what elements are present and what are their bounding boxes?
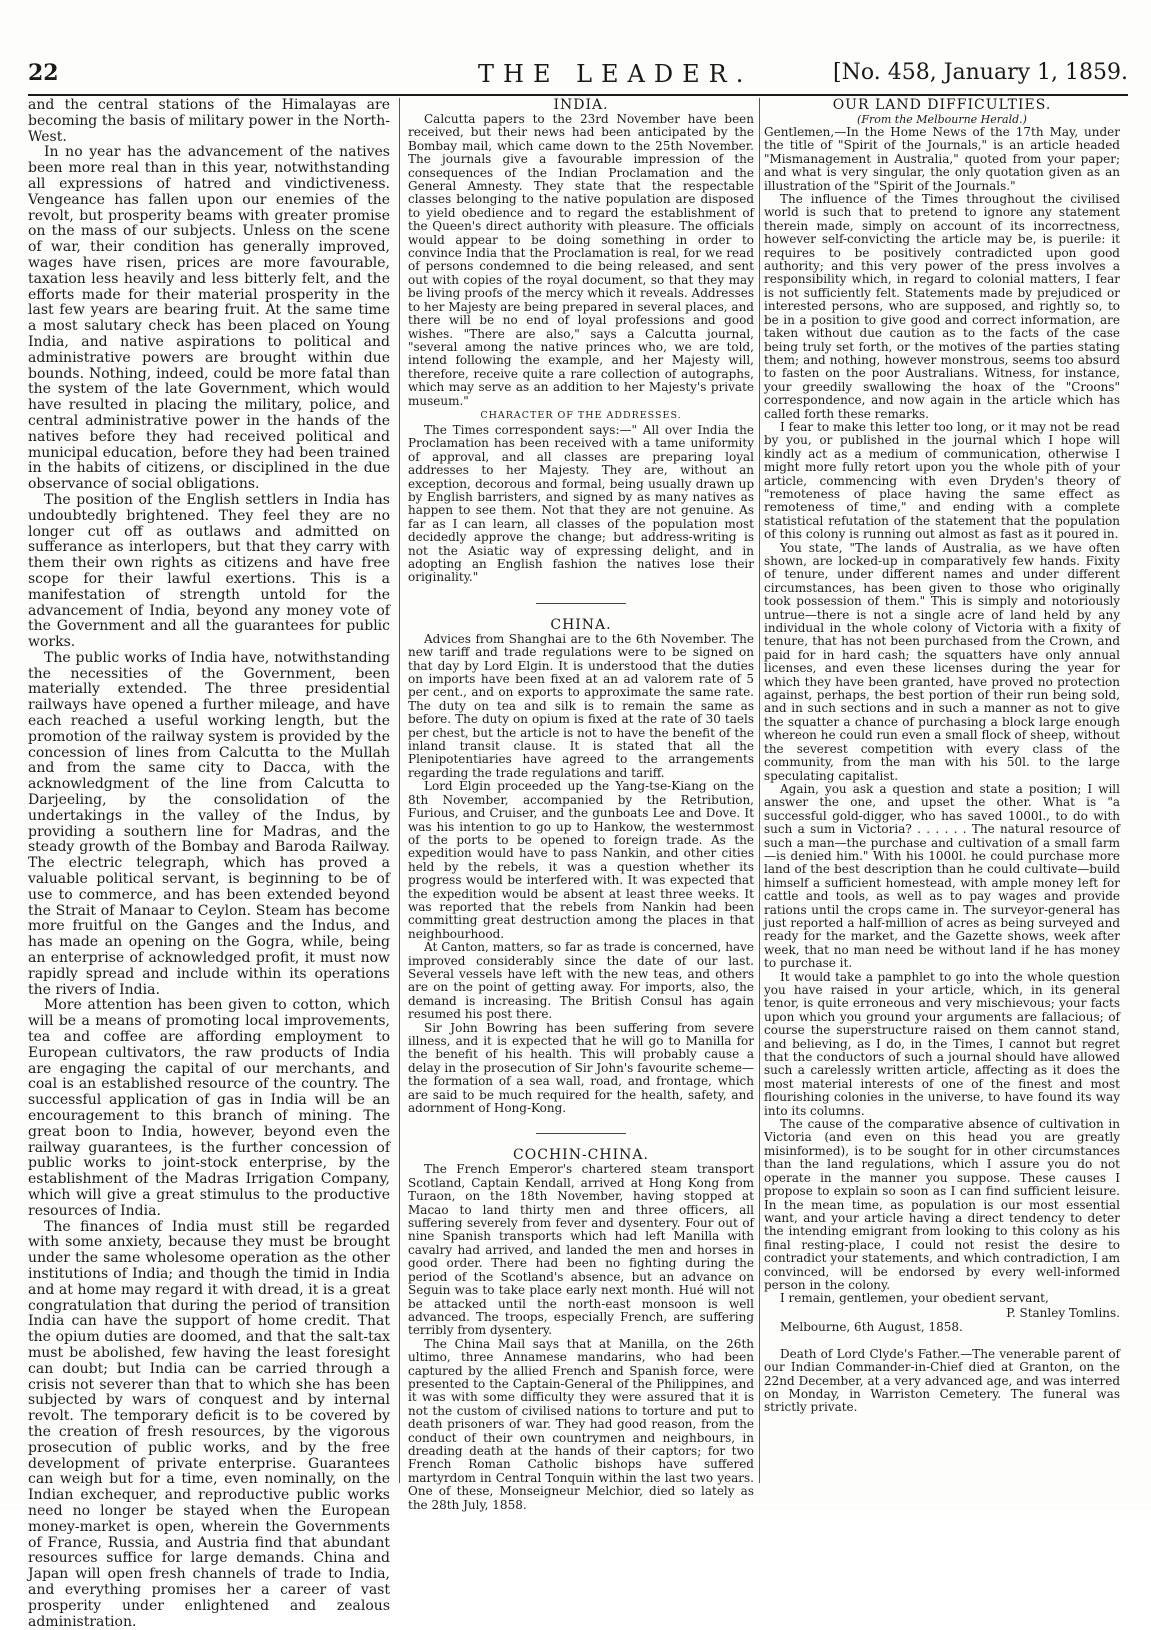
section-rule	[536, 603, 626, 604]
page-number: 22	[28, 60, 59, 86]
cochin-paragraph: The French Emperor's chartered steam transport Scotland, Captain Kendall, arrived at Hong Kong from Turaon, on the 18th November, having stopped at Macao to land thirty men and three officers, all suffering severely from fever and dysentery. Four out of nine Spanish transports which had left Manilla with cavalry had arrived, and landed the men and horses in good order. There had been no fighting during the period of the Scotland's absence, but an advance on Seguin was to take place early next month. Hué will not be attacked until the north-east monsoon is well advanced. The troops, especially French, are suffering terribly from dysentery.	[408, 1162, 754, 1338]
column-3	[764, 98, 1120, 1488]
china-heading: CHINA.	[550, 616, 612, 633]
letter-paragraph: The cause of the comparative absence of cultivation in Victoria (and even on this head you are greatly misinformed), is to be sought for in other circumstances than the land regulations, which I assure you do not operate in the manner you suppose. These causes I propose to explain so soon as I can find sufficient leisure. In the mean time, as population is our most essential want, and your article having a direct tendency to deter the intending emigrant from looking to this colony as his final resting-place, I could not resist the desire to contradict your statements, and which contradiction, I am convinced, will be endorsed by every well-informed person in the colony.	[764, 1117, 1120, 1292]
article-paragraph: In no year has the advancement of the natives been more real than in this year, notwithstanding all expressions of hatred and vindictiveness. Vengeance has fallen upon our enemies of the revolt, but prosperity beams with greater promise on the mass of our subjects. Unless on the scene of war, their condition has generally improved, wages have risen, prices are more favourable, taxation less heavily and less bitterly felt, and the efforts made for their material prosperity in the last few years are bearing fruit. At the same time a most salutary check has been placed on Young India, and native aspirations to political and administrative powers are brought within due bounds. Nothing, indeed, could be more fatal than the system of the late Government, which would have resulted in placing the military, police, and central administrative power in the hands of the natives before they had received political and municipal education, before they had been trained in the habits of citizens, or disciplined in the due observance of social obligations.	[28, 144, 390, 493]
masthead-rule	[28, 94, 1128, 96]
china-paragraph: Advices from Shanghai are to the 6th November. The new tariff and trade regulations were to be signed on that day by Lord Elgin. It is understood that the duties on imports have been fixed at an ad valorem rate of 5 per cent., and on exports to approximate the same rate. The duty on tea and silk is to remain the same as before. The duty on opium is fixed at the rate of 30 taels per chest, but the article is not to have the benefit of the inland transit clause. It is stated that all the Plenipotentiaries have agreed to the arrangements regarding the trade regulations and tariff.	[408, 631, 754, 780]
china-paragraph: Sir John Bowring has been suffering from severe illness, and it is expected that he will go to Manilla for the benefit of his health. This will probably cause a delay in the prosecution of Sir John's favourite scheme—the formation of a sea wall, road, and frontage, which are said to be much required for the health, safety, and adornment of Hong-Kong.	[408, 1020, 754, 1116]
cochin-paragraph: The China Mail says that at Manilla, on the 26th ultimo, three Annamese mandarins, who had been captured by the allied French and Spanish force, were presented to the Captain-General of the Philippines, and it was with some difficulty they were assured that it is not the custom of civilised nations to torture and put to death prisoners of war. They had good reason, from the conduct of their own countrymen and neighbours, in dreading death at the hands of their captors; for two French Roman Catholic bishops have suffered martyrdom in Central Tonquin within the last two years. One of these, Monseigneur Melchior, died so lately as the 28th July, 1858.	[408, 1336, 754, 1512]
letter-closing: I remain, gentlemen, your obedient servant,	[780, 1291, 1049, 1306]
letter-paragraph: Gentlemen,—In the Home News of the 17th May, under the title of "Spirit of the Journals," is an article headed "Mismanagement in Australia," quoted from your paper; and what is very singular, the only quotation given as an illustration of the "Spirit of the Journals."	[764, 125, 1120, 193]
column-1	[28, 97, 390, 1630]
masthead	[28, 60, 1128, 92]
india-heading: INDIA.	[553, 97, 609, 113]
issue-line: [No. 458, January 1, 1859.	[833, 60, 1128, 85]
article-paragraph: The position of the English settlers in India has undoubtedly brightened. They feel they are no longer cut off as outlaws and admitted on sufferance as interlopers, but that they carry with them their own rights as citizens and have free scope for their lawful exertions. This is a manifestation of strength untold for the advancement of India, beyond any money vote of the Government and all the guarantees for public works.	[28, 491, 390, 651]
column-2	[408, 97, 754, 1512]
article-paragraph: and the central stations of the Himalayas are becoming the basis of military power in the North-West.	[28, 97, 390, 145]
letter-paragraph: It would take a pamphlet to go into the whole question you have raised in your article, which, in its general tenor, is quite erroneous and very mischievous; your facts upon which you ground your arguments are fallacious; of course the superstructure raised on them cannot stand, and believing, as I do, in the Times, I cannot but regret that the conductors of such a journal should have allowed such a carelessly written article, affecting as it does the most material interests of one of the finest and most flourishing colonies in the universe, to have found its way into its columns.	[764, 969, 1120, 1118]
letter-heading: OUR LAND DIFFICULTIES.	[832, 97, 1052, 113]
letter-paragraph: The influence of the Times throughout the civilised world is such that to pretend to ignore any statement therein made, simply on account of its incorrectness, however self-convicting the article may be, is puerile: it requires to be positively contradicted upon good authority; and this very power of the press involves a responsibility which, in regard to colonial matters, I fear is not sufficiently felt. Statements made by prejudiced or interested persons, who are supposed, and rightly so, to be in a position to give good and correct information, are taken without due caution as to the facts of the case being truly set forth, or the motives of the parties stating them; and nothing, however monstrous, seems too absurd to fasten on the poor Australians. Witness, for instance, your greedily swallowing the hoax of the "Croons" correspondence, and now again in the article which has called forth these remarks.	[764, 192, 1120, 421]
letter-dateline: Melbourne, 6th August, 1858.	[780, 1319, 963, 1334]
letter-paragraph: I fear to make this letter too long, or it may not be read by you, or published in the journal which I hope will kindly act as a medium of communication, otherwise I might more fully retort upon you the whole pith of your article, commencing with even Dryden's theory of "remoteness of place having the same effect as remoteness of time," and ending with a complete statistical refutation of the statement that the population of this colony is running out almost as fast as it poured in.	[764, 419, 1120, 542]
india-paragraph: Calcutta papers to the 23rd November have been received, but their news had been anticipated by the Bombay mail, which came down to the 25th November. The journals give a favourable impression of the consequences of the Indian Proclamation and the General Amnesty. They state that the respectable classes belonging to the native population are disposed to yield obedience and to regard the establishment of the Queen's direct authority with pleasure. The officials would appear to be doing something in order to convince India that the Proclamation is real, for we read of persons condemned to die being released, and sent out with copies of the royal document, so that they may be living proofs of the mercy which it reveals. Addresses to her Majesty are being prepared in several places, and there will be no end of loyal professions and good wishes. "There are also," says a Calcutta journal, "several among the native princes who, we are told, intend following the example, and her Majesty will, therefore, receive quite a rare collection of autographs, which may serve as an addition to her Majesty's private museum."	[408, 112, 754, 408]
addresses-paragraph: The Times correspondent says:—" All over India the Proclamation has been received with a tame uniformity of approval, and all classes are preparing loyal addresses to her Majesty. They are, without an exception, decorous and formal, being usually drawn up by English barristers, and signed by as many natives as happen to see them. Not that they are not genuine. As far as I can learn, all classes of the population most decidedly approve the change; but address-writing is not the Asiatic way of expressing delight, and in adopting an English fashion the natives lose their originality."	[408, 422, 754, 585]
article-paragraph: More attention has been given to cotton, which will be a means of promoting local improvements, tea and coffee are affording employment to European cultivators, the raw products of India are engaging the capital of our merchants, and coal is an established resource of the country. The successful application of gas in India will be an encouragement to this branch of mining. The great boon to India, however, beyond even the railway guarantees, is the further concession of public works to joint-stock enterprise, by the establishment of the Madras Irrigation Company, which will give a great stimulus to the productive resources of India.	[28, 997, 390, 1219]
section-rule	[536, 1133, 626, 1134]
letter-signature: P. Stanley Tomlins.	[1006, 1305, 1120, 1320]
letter-paragraph: Again, you ask a question and state a position; I will answer the one, and upset the other. What is "a successful gold-digger, who has saved 1000l., to do with such a sum in Victoria? . . . . . . The natural resource of such a man—the purchase and cultivation of a small farm—is denied him." With his 1000l. he could purchase more land of the best description than he could cultivate—build himself a sufficient homestead, with ample money left for cattle and tools, as well as to pay wages and provide rations until the crops came in. The surveyor-general has just reported a half-million of acres as being surveyed and ready for the market, and the Gazette shows, week after week, that no man need be without land if he has money to purchase it.	[764, 781, 1120, 971]
addresses-subheading: CHARACTER OF THE ADDRESSES.	[480, 409, 682, 421]
china-paragraph: Lord Elgin proceeded up the Yang-tse-Kiang on the 8th November, accompanied by the Retribution, Furious, and Cruiser, and the gunboats Lee and Dove. It was his intention to go up to Hankow, the westernmost of the ports to be opened to foreign trade. As the expedition would have to pass Nankin, and other cities held by the rebels, it was a question whether its progress would be interfered with. It was expected that the expedition would be absent at least three weeks. It was reported that the rebels from Nankin had been committing great destruction among the places in that neighbourhood.	[408, 779, 754, 941]
article-paragraph: The finances of India must still be regarded with some anxiety, because they must be brought under the same wholesome operation as the other institutions of India; and though the timid in India and at home may regard it with dread, it is a great congratulation that during the period of transition India can have the support of home credit. That the opium duties are doomed, and that the salt-tax must be abolished, few having the least foresight can doubt; but India can be carried through a crisis not severer than that to which she has been subjected by wars of conquest and by internal revolt. The temporary deficit is to be covered by the creation of fresh resources, by the vigorous prosecution of public works, and by the free development of private enterprise. Guarantees can weigh but for a time, even nominally, on the Indian exchequer, and reproductive public works need no longer be stayed when the European money-market is open, wherein the Governments of France, Russia, and Austria find that abundant resources suffice for large demands. China and Japan will open fresh channels of trade to India, and everything promises her a career of vast prosperity under enlightened and zealous administration.	[28, 1218, 390, 1630]
column-divider	[759, 98, 760, 1483]
letter-source: (From the Melbourne Herald.)	[857, 113, 1027, 126]
death-notice: Death of Lord Clyde's Father.—The venerable parent of our Indian Commander-in-Chief died at Granton, on the 22nd December, at a very advanced age, and was interred on Monday, in Warriston Cemetery. The funeral was strictly private.	[764, 1346, 1120, 1415]
column-divider	[399, 98, 400, 1483]
china-paragraph: At Canton, matters, so far as trade is concerned, have improved considerably since the date of our last. Several vessels have left with the new teas, and others are on the point of getting away. For imports, also, the demand is increasing. The British Consul has again resumed his post there.	[408, 940, 754, 1022]
letter-paragraph: You state, "The lands of Australia, as we have often shown, are locked-up in comparatively few hands. Fixity of tenure, under different names and under different circumstances, has been given to those who originally took possession of them." This is simply and notoriously untrue—there is not a single acre of land held by any individual in the whole colony of Victoria with a fixity of tenure, that has not been purchased from the Crown, and paid for in hard cash; the squatters have only annual licenses, and even these licenses during the year for which they have been granted, have proved no protection against, perhaps, the best portion of their run being sold, and in such sections and in such a manner as not to give the squatter a chance of purchasing a block large enough whereon he could run even a small flock of sheep, without the severest competition with every class of the community, from the man with his 50l. to the large speculating capitalist.	[764, 540, 1120, 783]
newspaper-title: THE LEADER.	[478, 60, 753, 88]
article-paragraph: The public works of India have, notwithstanding the necessities of the Government, been materially extended. The three presidential railways have opened a further mileage, and have each reached a useful working length, but the promotion of the railway system is provided by the concession of lines from Calcutta to the Mullah and from the same city to Dacca, with the acknowledgment of the line from Calcutta to Darjeeling, by the consolidation of the undertakings in the valley of the Indus, by providing a southern line for Madras, and the steady growth of the Bombay and Baroda Railway. The electric telegraph, which has proved a valuable political servant, is beginning to be of use to commerce, and has been extended beyond the Strait of Manaar to Ceylon. Steam has become more fruitful on the Ganges and the Indus, and has made an opening on the Gogra, while, being an enterprise of acknowledged profit, it must now rapidly spread and include within its operations the rivers of India.	[28, 649, 390, 998]
cochin-china-heading: COCHIN-CHINA.	[513, 1147, 649, 1164]
